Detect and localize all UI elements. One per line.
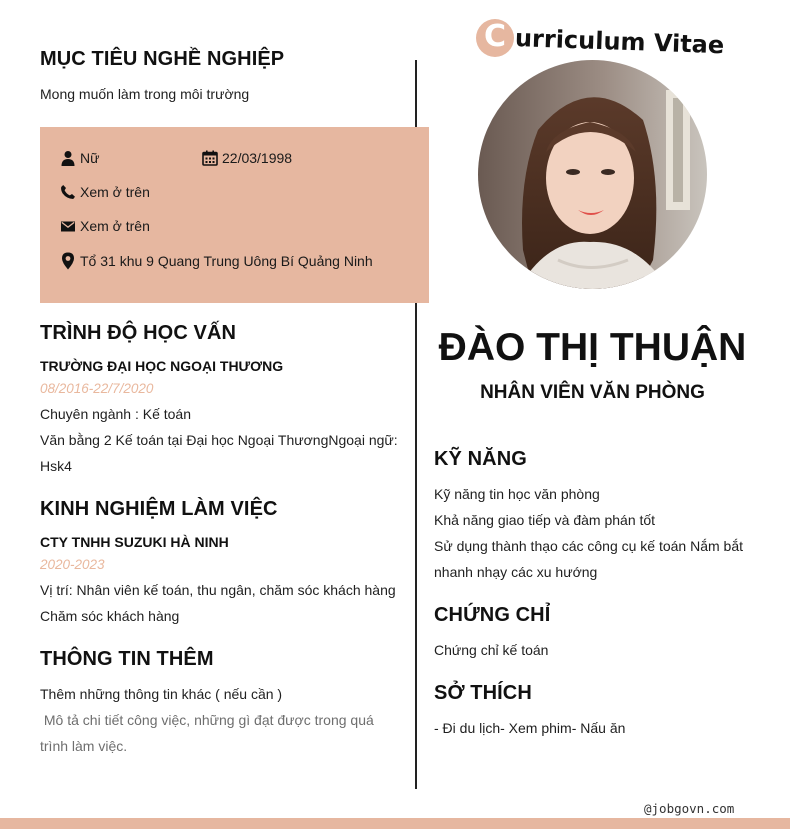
mail-icon bbox=[60, 218, 76, 234]
location-pin-icon bbox=[60, 252, 76, 270]
cv-title-badge bbox=[476, 19, 514, 57]
address-value: Tổ 31 khu 9 Quang Trung Uông Bí Quảng Ninh bbox=[80, 253, 373, 269]
calendar-icon bbox=[202, 150, 218, 166]
cv-title bbox=[476, 16, 724, 60]
certificates-heading: CHỨNG CHỈ bbox=[434, 604, 551, 626]
additional-hint-line1: Mô tả chi tiết công việc, những gì đạt được trong quá bbox=[40, 712, 374, 728]
address-row bbox=[60, 252, 373, 270]
objective-heading: MỤC TIÊU NGHỀ NGHIỆP bbox=[40, 48, 285, 70]
skill-item: Sử dụng thành thạo các công cụ kế toán Nắm bắt bbox=[434, 538, 744, 554]
phone-row bbox=[60, 184, 150, 200]
education-major: Chuyên ngành : Kế toán bbox=[40, 406, 192, 422]
footer-bar bbox=[0, 818, 790, 829]
phone-icon bbox=[60, 184, 76, 200]
education-detail-line1: Văn bằng 2 Kế toán tại Đại học Ngoại ThươngNgoại ngữ: bbox=[40, 432, 398, 448]
skills-heading: KỸ NĂNG bbox=[434, 448, 527, 470]
objective-text: Mong muốn làm trong môi trường bbox=[40, 86, 250, 102]
skill-item: Khả năng giao tiếp và đàm phán tốt bbox=[434, 512, 656, 528]
experience-heading: KINH NGHIỆM LÀM VIỆC bbox=[40, 498, 278, 520]
hobbies-heading: SỞ THÍCH bbox=[434, 682, 532, 704]
education-period: 08/2016-22/7/2020 bbox=[40, 381, 154, 396]
additional-heading: THÔNG TIN THÊM bbox=[40, 648, 214, 670]
experience-position: Vị trí: Nhân viên kế toán, thu ngân, chăm sóc khách hàng bbox=[40, 582, 396, 598]
candidate-role: NHÂN VIÊN VĂN PHÒNG bbox=[480, 382, 705, 403]
experience-company: CTY TNHH SUZUKI HÀ NINH bbox=[40, 534, 229, 550]
gender-value: Nữ bbox=[80, 150, 100, 166]
dob-row bbox=[202, 150, 292, 166]
email-row bbox=[60, 218, 150, 234]
dob-value: 22/03/1998 bbox=[222, 150, 293, 166]
education-detail-line2: Hsk4 bbox=[40, 458, 72, 474]
experience-duty: Chăm sóc khách hàng bbox=[40, 608, 180, 624]
skill-item: nhanh nhạy các xu hướng bbox=[434, 564, 598, 580]
skill-item: Kỹ năng tin học văn phòng bbox=[434, 486, 600, 502]
footer-credit: @jobgovn.com bbox=[644, 801, 735, 816]
experience-period: 2020-2023 bbox=[40, 557, 105, 572]
avatar bbox=[478, 60, 707, 289]
additional-hint-line2: trình làm việc. bbox=[40, 738, 128, 754]
hobbies-text: - Đi du lịch- Xem phim- Nấu ăn bbox=[434, 720, 626, 736]
certificates-text: Chứng chỉ kế toán bbox=[434, 642, 549, 658]
email-value: Xem ở trên bbox=[80, 218, 150, 234]
gender-row bbox=[60, 150, 99, 166]
cv-title-initial: C bbox=[483, 19, 507, 54]
additional-text: Thêm những thông tin khác ( nếu cần ) bbox=[40, 686, 283, 702]
phone-value: Xem ở trên bbox=[80, 184, 150, 200]
user-icon bbox=[60, 150, 76, 166]
education-heading: TRÌNH ĐỘ HỌC VẤN bbox=[40, 322, 237, 344]
candidate-name: ĐÀO THỊ THUẬN bbox=[438, 326, 747, 369]
cv-title-text: urriculum Vitae bbox=[514, 24, 725, 60]
education-school: TRƯỜNG ĐẠI HỌC NGOẠI THƯƠNG bbox=[40, 358, 284, 374]
